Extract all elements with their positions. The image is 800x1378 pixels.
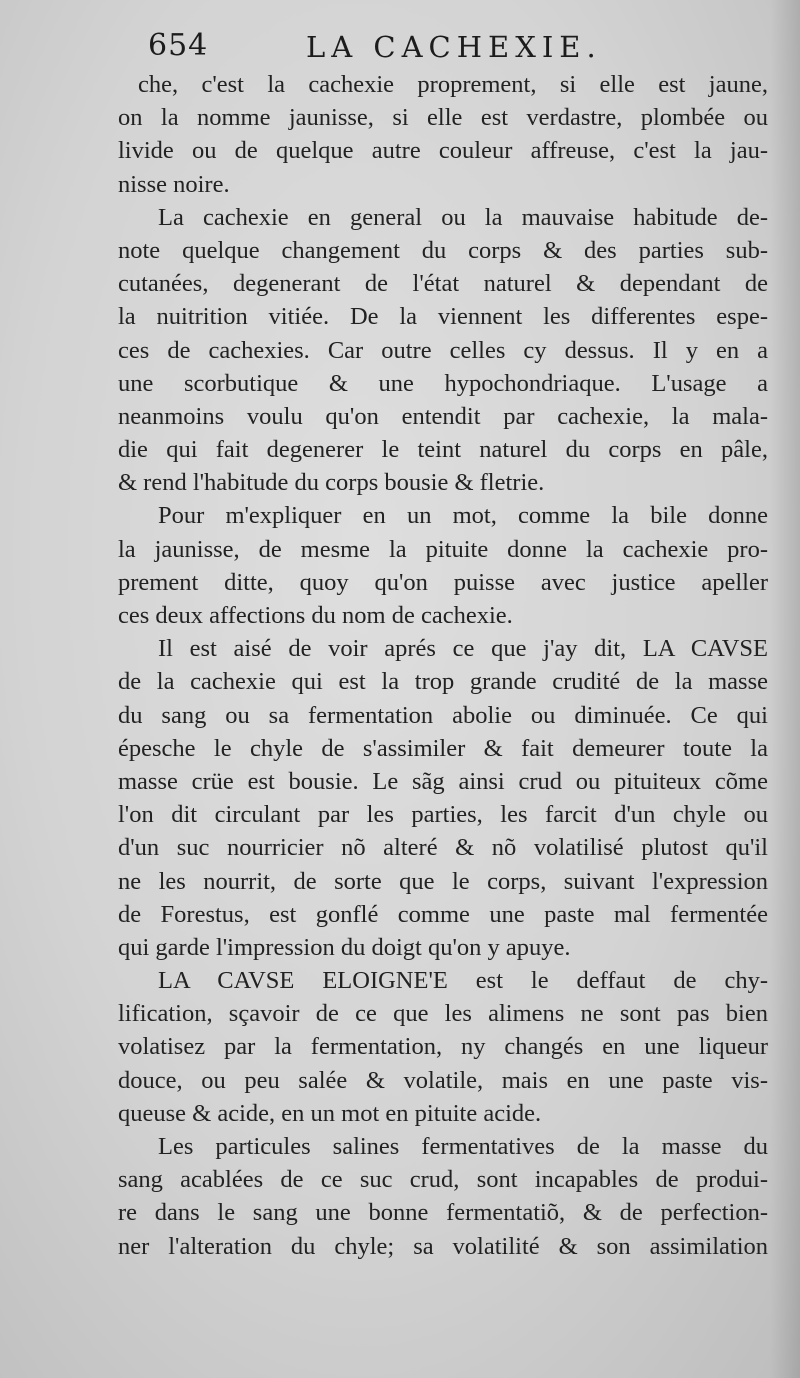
text-line: épesche le chyle de s'assimiler & fait demeurer toute la xyxy=(118,734,768,762)
text-line: che, c'est la cachexie proprement, si elle est jaune, xyxy=(138,71,768,98)
text-line: ces de cachexies. Car outre celles cy dessus. Il y en a xyxy=(118,336,768,364)
text-line: La cachexie en general ou la mauvaise habitude de- xyxy=(158,203,768,231)
text-line: note quelque changement du corps & des parties sub- xyxy=(118,236,768,264)
text-line: ne les nourrit, de sorte que le corps, suivant l'expression xyxy=(118,867,768,895)
text-line: & rend l'habitude du corps bousie & fletrie. xyxy=(118,469,545,497)
page-number: 654 xyxy=(148,28,209,63)
text-line: une scorbutique & une hypochondriaque. L'usage a xyxy=(118,369,768,397)
text-line: Les particules salines fermentatives de la masse du xyxy=(158,1133,768,1160)
text-line: prement ditte, quoy qu'on puisse avec justice apeller xyxy=(118,568,768,596)
text-line: cutanées, degenerant de l'état naturel & dependant de xyxy=(118,270,768,298)
text-line: de Forestus, est gonflé comme une paste mal fermentée xyxy=(118,900,768,928)
text-line: ner l'alteration du chyle; sa volatilité & son assimilation xyxy=(118,1232,768,1260)
text-line: la jaunisse, de mesme la pituite donne la cachexie pro- xyxy=(118,535,768,563)
text-line: masse crüe est bousie. Le sãg ainsi crud ou pituiteux cõme xyxy=(118,767,768,795)
text-line: LA CAVSE ELOIGNE'E est le deffaut de chy- xyxy=(158,967,768,995)
text-line: douce, ou peu salée & volatile, mais en une paste vis- xyxy=(118,1066,768,1094)
text-line: re dans le sang une bonne fermentatiõ, & de perfection- xyxy=(118,1199,768,1227)
text-line: ces deux affections du nom de cachexie. xyxy=(118,602,513,629)
text-line: d'un suc nourricier nõ alteré & nõ volatilisé plutost qu'il xyxy=(118,834,768,862)
text-line: volatisez par la fermentation, ny changés en une liqueur xyxy=(118,1033,768,1061)
body-text xyxy=(118,68,768,1263)
text-line: lification, sçavoir de ce que les alimens ne sont pas bien xyxy=(118,1000,768,1028)
text-line: la nuitrition vitiée. De la viennent les differentes espe- xyxy=(118,303,768,331)
text-line: sang acablées de ce suc crud, sont incapables de produi- xyxy=(118,1166,768,1194)
text-line: Pour m'expliquer en un mot, comme la bile donne xyxy=(158,502,768,530)
text-line: nisse noire. xyxy=(118,170,230,198)
text-line: die qui fait degenerer le teint naturel du corps en pâle, xyxy=(118,436,768,464)
text-line: queuse & acide, en un mot en pituite acide. xyxy=(118,1099,542,1127)
text-line: de la cachexie qui est la trop grande crudité de la masse xyxy=(118,668,768,696)
text-line: Il est aisé de voir aprés ce que j'ay dit, LA CAVSE xyxy=(158,635,768,663)
text-line: du sang ou sa fermentation abolie ou diminuée. Ce qui xyxy=(118,701,768,729)
running-title: LA CACHEXIE. xyxy=(306,30,602,64)
text-line: on la nomme jaunisse, si elle est verdastre, plombée ou xyxy=(118,104,768,132)
text-line: qui garde l'impression du doigt qu'on y apuye. xyxy=(118,933,571,961)
text-line: livide ou de quelque autre couleur affreuse, c'est la jau- xyxy=(118,137,768,165)
text-line: neanmoins voulu qu'on entendit par cachexie, la mala- xyxy=(118,402,768,430)
text-line: l'on dit circulant par les parties, les farcit d'un chyle ou xyxy=(118,801,768,829)
